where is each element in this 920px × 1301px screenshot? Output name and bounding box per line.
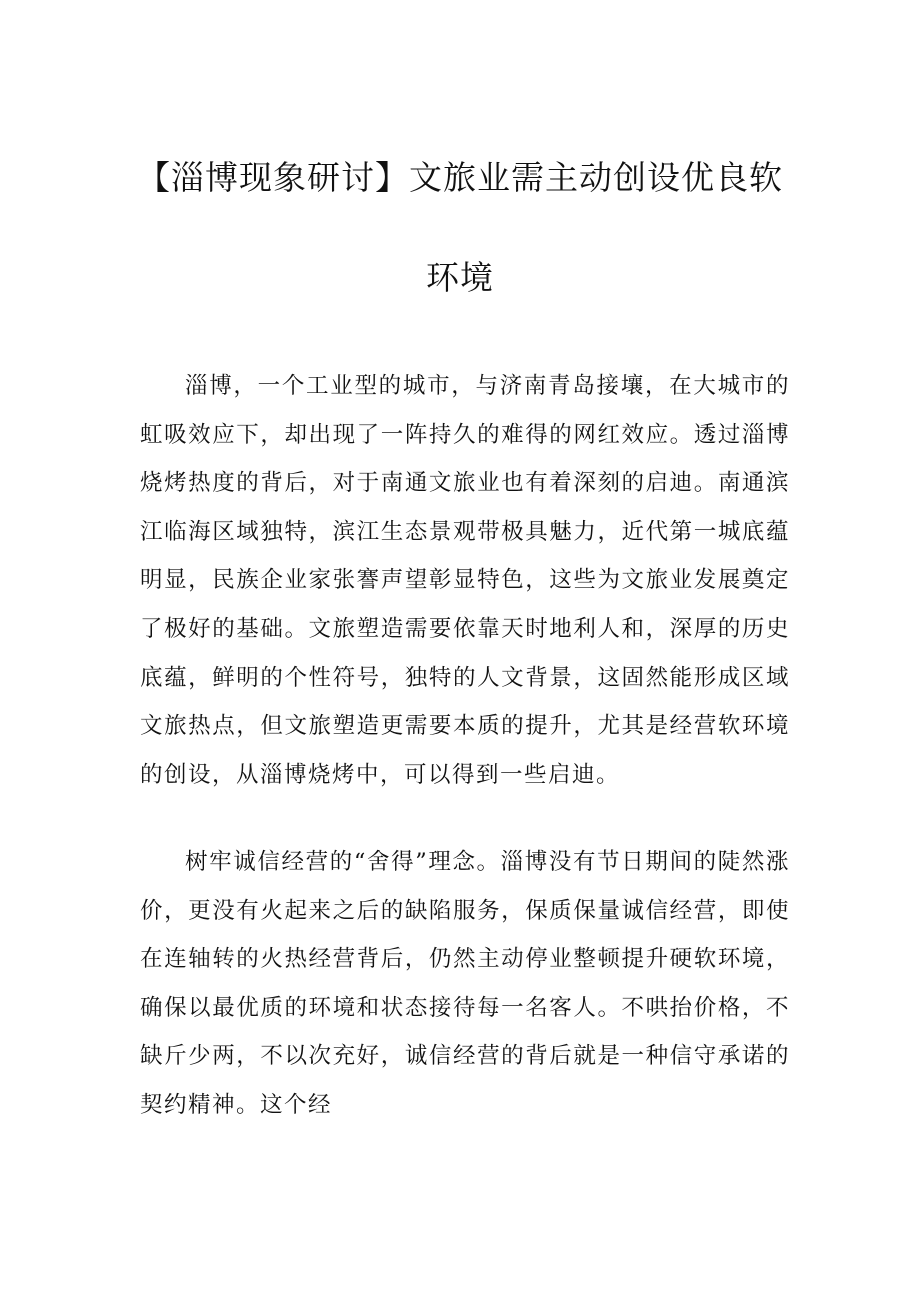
paragraph-2: 树牢诚信经营的“舍得”理念。淄博没有节日期间的陡然涨价，更没有火起来之后的缺陷服务，保质保量诚信经营，即使在连轴转的火热经营背后，仍然主动停业整顿提升硬软环境，确保以最优质的环境和状态接待每一名客人。不哄抬价格，不缺斤少两，不以次充好，诚信经营的背后就是一种信守承诺的契约精神。这个经 [140, 849, 790, 1118]
document-title [120, 128, 800, 328]
title-line-2: 环境 [426, 258, 494, 297]
paragraph-1: 淄博，一个工业型的城市，与济南青岛接壤，在大城市的虹吸效应下，却出现了一阵持久的难得的网红效应。透过淄博烧烤热度的背后，对于南通文旅业也有着深刻的启迪。南通滨江临海区域独特，滨江生态景观带极具魅力，近代第一城底蕴明显，民族企业家张謇声望彰显特色，这些为文旅业发展奠定了极好的基础。文旅塑造需要依靠天时地利人和，深厚的历史底蕴，鲜明的个性符号，独特的人文背景，这固然能形成区域文旅热点，但文旅塑造更需要本质的提升，尤其是经营软环境的创设，从淄博烧烤中，可以得到一些启迪。 [140, 373, 790, 788]
title-line-1: 【淄博现象研讨】文旅业需主动创设优良软 [137, 158, 783, 197]
